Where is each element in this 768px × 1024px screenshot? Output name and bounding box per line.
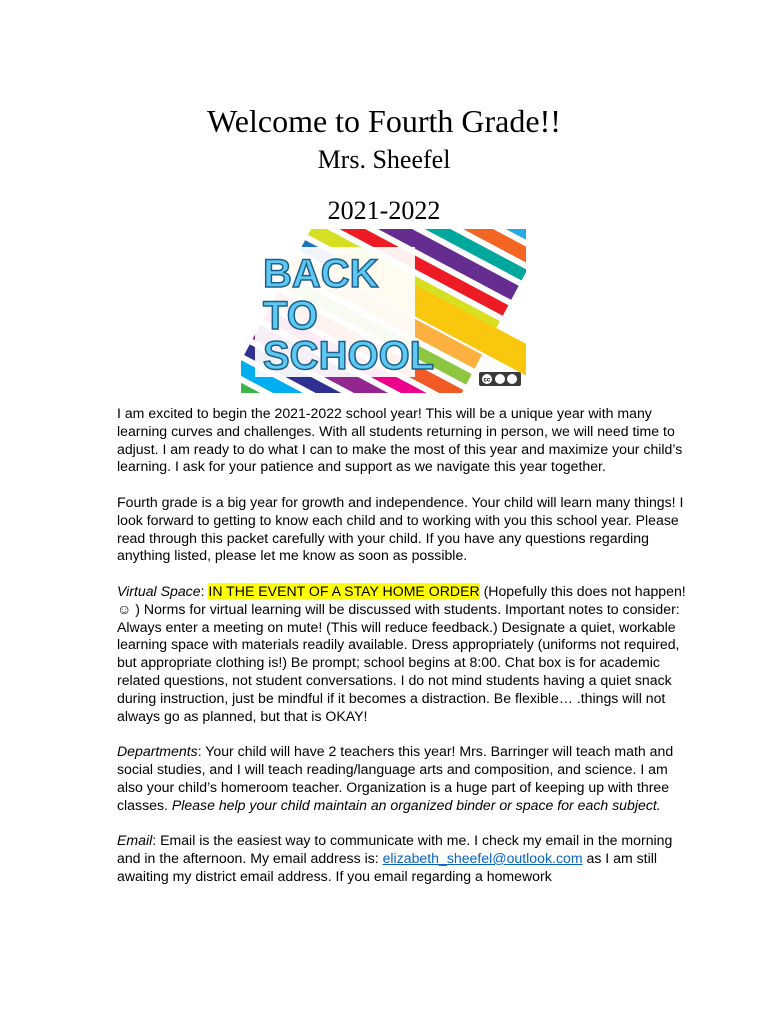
svg-text:cc: cc [483, 377, 491, 384]
virtual-pre: (Hopefully this does not happen! [479, 582, 686, 599]
smiley-icon: ☺ [117, 600, 132, 617]
departments-text: : Your child will have 2 teachers this year! Mrs. Barringer will teach math and social studies, and I will teach reading/language arts and composition, and science. I am also your child’s homeroom teacher. Organization is a huge part of keeping up with three classes. [117, 743, 674, 813]
email-text-2: as I am still awaiting my district email address. If you email regarding a homework [117, 849, 657, 884]
banner-line1: BACK [263, 252, 379, 296]
intro-paragraph-2: Fourth grade is a big year for growth and independence. Your child will learn many things! I look forward to getting to know each child and to working with you this school year. Please read through this packet carefully with your child. If you have any questions regarding anything listed, please let me know as soon as possible. [117, 493, 684, 564]
virtual-space-label: Virtual Space [117, 582, 201, 599]
email-label: Email [117, 832, 153, 849]
intro-paragraph-1: I am excited to begin the 2021-2022 school year! This will be a unique year with many learning curves and challenges. With all students returning in person, we will need time to adjust. I am ready to do what I can to make the most of this year and maximize your child’s learning. I ask for your patience and support as we navigate this year together. [117, 405, 683, 475]
school-year: 2021-2022 [327, 196, 441, 225]
banner-line3: SCHOOL [263, 334, 435, 378]
teacher-name: Mrs. Sheefel [317, 145, 451, 174]
page-title: Welcome to Fourth Grade!! [207, 103, 561, 139]
banner-line2: TO [263, 294, 318, 338]
cc-license-badge [479, 372, 521, 386]
virtual-space-paragraph: Virtual Space: IN THE EVENT OF A STAY HOME ORDER (Hopefully this does not happen! ☺ ) Norms for virtual learning will be discussed with students. Important notes to consider: Always enter a meeting on mute! (This will reduce feedback.) Designate a quiet, workable learning space with materials readily available. Dress appropriately (uniforms not required, but appropriate clothing is!) Be prompt; school begins at 8:00. Chat box is for academic related questions, not student conversations. I do not mind students having a quiet snack during instruction, just be mindful if it becomes a distraction. Be flexible… .things will not always go as planned, but that is OKAY! [117, 582, 686, 724]
email-link[interactable]: elizabeth_sheefel@outlook.com [382, 849, 583, 866]
letter-body [117, 405, 687, 903]
departments-italic: Please help your child maintain an organized binder or space for each subject. [171, 796, 661, 813]
back-to-school-banner [241, 229, 526, 393]
stay-home-highlight: IN THE EVENT OF A STAY HOME ORDER [208, 582, 480, 599]
virtual-text: ) Norms for virtual learning will be discussed with students. Important notes to consider: Always enter a meeting on mute! (This will reduce feedback.) Designate a quiet, workable learning space with materials readily available. Dress appropriately (uniforms not required, but appropriate clothing is!) Be prompt; school begins at 8:00. Chat box is for academic related questions, not student conversations. I do not mind students having a quiet snack during instruction, just be mindful if it becomes a distraction. Be flexible… .things will not always go as planned, but that is OKAY! [117, 600, 680, 724]
departments-paragraph [117, 743, 687, 814]
email-paragraph [117, 832, 687, 885]
email-text: : Email is the easiest way to communicate with me. I check my email in the morning and in the afternoon. My email address is: [117, 832, 673, 866]
departments-label: Departments [117, 743, 198, 760]
